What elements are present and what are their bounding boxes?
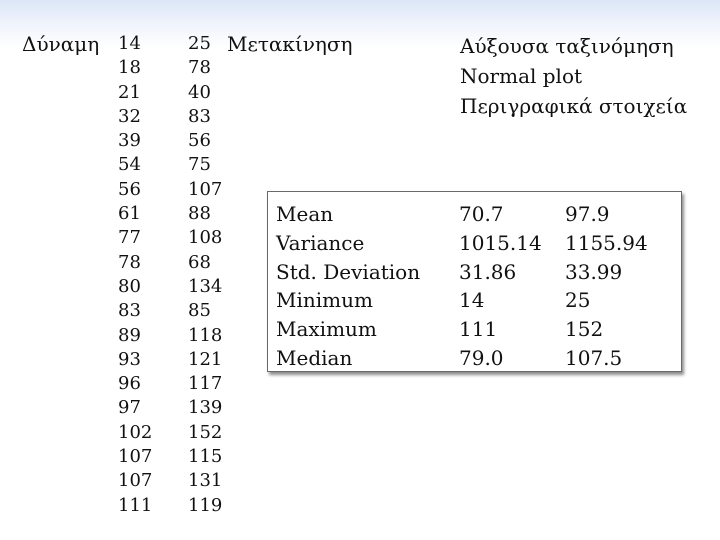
stat-label-variance: Variance	[276, 230, 365, 255]
data-cell-dynami: 83	[118, 300, 141, 322]
data-cell-dynami: 56	[118, 178, 141, 200]
data-cell-dynami: 54	[118, 154, 141, 176]
data-cell-metakinisi: 88	[188, 203, 211, 225]
stat-label-minimum: Minimum	[276, 288, 373, 313]
data-cell-dynami: 97	[118, 397, 141, 419]
stat-value-metakinisi: 25	[565, 288, 591, 313]
data-cell-metakinisi: 134	[188, 275, 223, 297]
stat-value-dynami: 31.86	[459, 259, 517, 284]
stats-values-dynami	[459, 200, 542, 373]
stat-value-dynami: 14	[459, 288, 485, 313]
stat-label-mean: Mean	[276, 202, 334, 226]
data-cell-metakinisi: 115	[188, 446, 223, 468]
data-column-dynami	[118, 32, 152, 518]
data-cell-metakinisi: 118	[188, 324, 223, 346]
stat-value-metakinisi: 107.5	[565, 345, 623, 370]
column-header-dynami: Δύναμη	[22, 32, 100, 56]
data-cell-dynami: 107	[118, 470, 153, 492]
data-cell-dynami: 96	[118, 373, 141, 395]
data-cell-dynami: 32	[118, 105, 141, 127]
data-cell-metakinisi: 119	[188, 494, 223, 516]
data-cell-metakinisi: 131	[188, 470, 223, 492]
stat-value-dynami: 70.7	[459, 202, 504, 226]
data-cell-dynami: 61	[118, 203, 141, 225]
stats-values-metakinisi	[565, 200, 648, 373]
stat-value-metakinisi: 152	[565, 317, 604, 342]
data-cell-metakinisi: 25	[188, 33, 211, 54]
data-cell-dynami: 93	[118, 348, 141, 370]
data-cell-dynami: 111	[118, 494, 153, 516]
data-cell-dynami: 77	[118, 227, 141, 249]
data-cell-metakinisi: 107	[188, 178, 223, 200]
data-cell-dynami: 21	[118, 81, 141, 103]
data-cell-metakinisi: 85	[188, 300, 211, 322]
data-cell-metakinisi: 75	[188, 154, 211, 176]
data-cell-metakinisi: 139	[188, 397, 223, 419]
data-cell-metakinisi: 108	[188, 227, 223, 249]
data-cell-dynami: 80	[118, 275, 141, 297]
stat-value-dynami: 1015.14	[459, 230, 542, 255]
data-cell-metakinisi: 78	[188, 57, 211, 79]
data-cell-metakinisi: 68	[188, 251, 211, 273]
stats-labels-column	[276, 200, 420, 373]
sort-ascending-link[interactable]: Αύξουσα ταξινόμηση	[460, 34, 674, 58]
data-cell-metakinisi: 56	[188, 130, 211, 152]
data-cell-dynami: 39	[118, 130, 141, 152]
action-menu	[460, 31, 687, 121]
column-header-metakinisi: Μετακίνηση	[227, 32, 353, 56]
stat-value-dynami: 111	[459, 317, 498, 342]
data-cell-dynami: 18	[118, 57, 141, 79]
stat-label-maximum: Maximum	[276, 317, 377, 342]
stat-value-metakinisi: 33.99	[565, 259, 623, 284]
data-column-metakinisi	[188, 32, 222, 518]
data-cell-metakinisi: 83	[188, 105, 211, 127]
data-cell-dynami: 89	[118, 324, 141, 346]
data-cell-metakinisi: 40	[188, 81, 211, 103]
data-cell-dynami: 107	[118, 446, 153, 468]
data-cell-dynami: 102	[118, 421, 153, 443]
stat-label-median: Median	[276, 345, 353, 370]
descriptive-stats-link[interactable]: Περιγραφικά στοιχεία	[460, 94, 688, 118]
stat-value-dynami: 79.0	[459, 345, 504, 370]
data-cell-metakinisi: 117	[188, 373, 223, 395]
data-cell-dynami: 78	[118, 251, 141, 273]
stat-value-metakinisi: 97.9	[565, 202, 610, 226]
stat-label-std-deviation: Std. Deviation	[276, 259, 421, 284]
data-cell-metakinisi: 121	[188, 348, 223, 370]
descriptive-stats-panel	[267, 191, 682, 372]
data-cell-metakinisi: 152	[188, 421, 223, 443]
data-cell-dynami: 14	[118, 33, 141, 54]
normal-plot-link[interactable]: Normal plot	[460, 64, 583, 88]
stat-value-metakinisi: 1155.94	[565, 230, 648, 255]
